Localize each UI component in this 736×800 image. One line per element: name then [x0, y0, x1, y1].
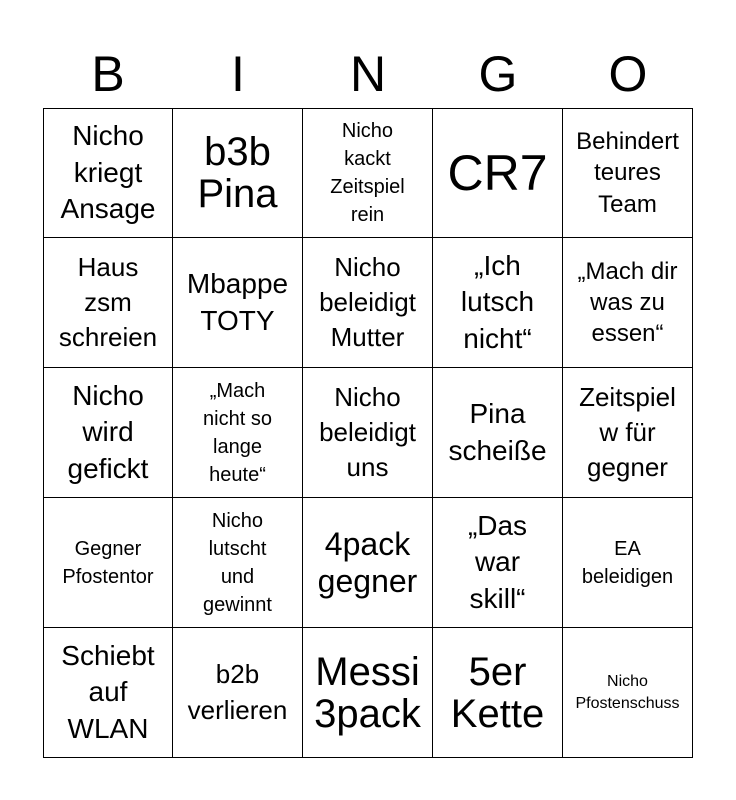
bingo-cell[interactable]	[173, 498, 303, 628]
bingo-cell[interactable]	[43, 108, 173, 238]
cell-text: Nicho kriegt Ansage	[60, 120, 156, 225]
cell-text: b2b verlieren	[187, 659, 288, 725]
cell-text: Nicho kackt Zeitspiel rein	[330, 120, 405, 226]
bingo-cell[interactable]	[433, 628, 563, 758]
cell-text: EA beleidigen	[581, 537, 674, 588]
header-letter-b: B	[91, 46, 125, 102]
bingo-cell[interactable]	[433, 498, 563, 628]
bingo-cell[interactable]	[563, 498, 693, 628]
header-letter-o: O	[608, 46, 648, 102]
cell-text: Zeitspiel w für gegner	[579, 381, 676, 483]
header-letter-n: N	[349, 46, 387, 102]
bingo-header	[43, 40, 693, 108]
cell-text: Nicho lutscht und gewinnt	[203, 509, 272, 616]
bingo-cell[interactable]	[43, 498, 173, 628]
cell-text: Mbappe TOTY	[186, 268, 289, 336]
cell-text: Nicho beleidigt Mutter	[319, 251, 416, 353]
bingo-cell[interactable]	[563, 238, 693, 368]
bingo-cell[interactable]	[563, 368, 693, 498]
cell-text: Nicho wird gefickt	[67, 379, 149, 484]
bingo-board	[43, 108, 693, 758]
cell-text: b3b Pina	[197, 130, 278, 216]
cell-text: Nicho beleidigt uns	[319, 381, 416, 483]
bingo-cell[interactable]	[173, 628, 303, 758]
cell-text: „Mach nicht so lange heute“	[203, 379, 272, 486]
bingo-cell[interactable]	[303, 628, 433, 758]
cell-text: Haus zsm schreien	[58, 251, 158, 353]
bingo-cell[interactable]	[303, 498, 433, 628]
bingo-cell[interactable]	[43, 238, 173, 368]
bingo-cell[interactable]	[43, 628, 173, 758]
cell-text: Behindert teures Team	[576, 128, 679, 218]
bingo-cell[interactable]	[43, 368, 173, 498]
bingo-cell[interactable]	[433, 238, 563, 368]
bingo-cell[interactable]	[303, 368, 433, 498]
header-letter-g: G	[478, 46, 518, 102]
bingo-cell[interactable]	[173, 108, 303, 238]
bingo-cell[interactable]	[173, 368, 303, 498]
cell-text: „Ich lutsch nicht“	[460, 249, 535, 354]
cell-text: Pina scheiße	[448, 398, 547, 466]
cell-text: 4pack gegner	[317, 525, 418, 599]
cell-text: 5er Kette	[450, 649, 545, 736]
cell-text: „Das war skill“	[467, 509, 528, 614]
cell-text: Gegner Pfostentor	[62, 537, 154, 588]
bingo-cell[interactable]	[433, 368, 563, 498]
cell-text: Messi 3pack	[314, 649, 421, 736]
bingo-cell[interactable]	[433, 108, 563, 238]
cell-text: Schiebt auf WLAN	[61, 639, 155, 744]
bingo-cell[interactable]	[563, 108, 693, 238]
bingo-cell[interactable]	[303, 238, 433, 368]
bingo-cell[interactable]	[303, 108, 433, 238]
cell-text: CR7	[447, 145, 548, 201]
cell-text: Nicho Pfostenschuss	[575, 672, 680, 712]
bingo-cell[interactable]	[173, 238, 303, 368]
header-letter-i: I	[231, 46, 245, 102]
bingo-cell[interactable]	[563, 628, 693, 758]
cell-text: „Mach dir was zu essen“	[577, 257, 678, 348]
